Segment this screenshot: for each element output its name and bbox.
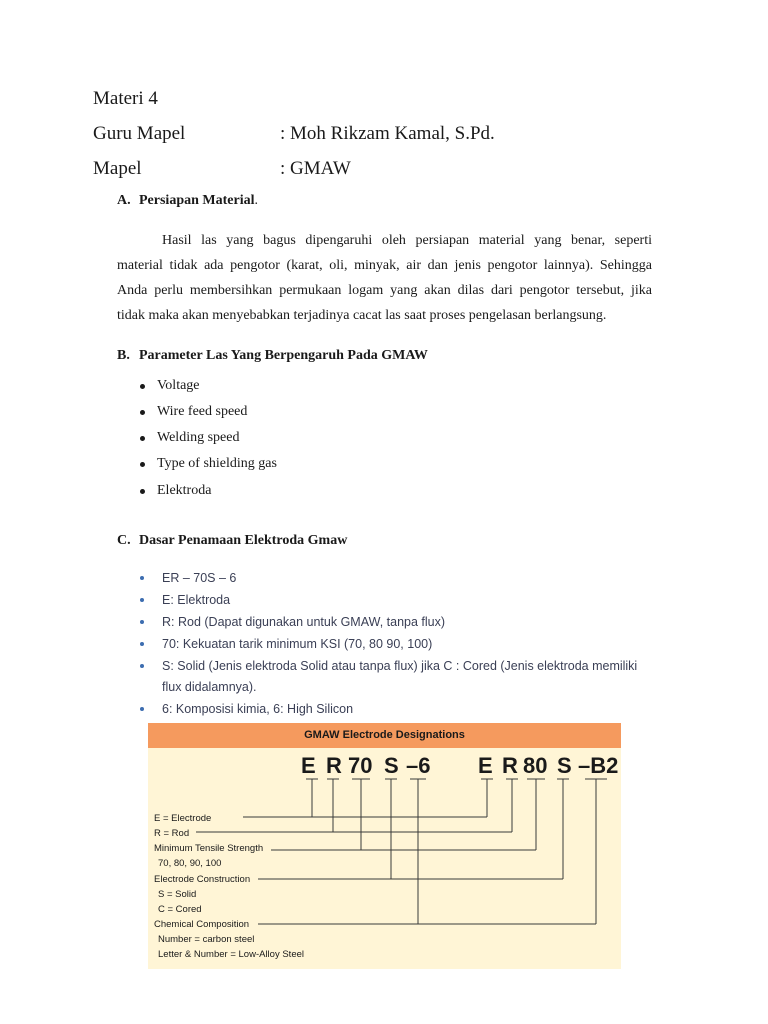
bullet-icon (140, 462, 145, 467)
code1-construction: S (384, 753, 399, 778)
connector-construction (258, 779, 563, 879)
paragraph-line: tidak maka akan menyebabkan terjadinya cacat las saat proses pengelasan berlangsung. (117, 308, 607, 323)
bullet-icon (140, 489, 145, 494)
code1-composition: –6 (406, 753, 431, 778)
section-b-letter: B. (117, 348, 130, 363)
material-number: Materi 4 (93, 88, 158, 109)
bullet-icon (140, 576, 144, 580)
bullet-icon (140, 620, 144, 624)
section-c-title: Dasar Penamaan Elektroda Gmaw (139, 533, 348, 548)
code2-strength: 80 (523, 753, 548, 778)
code1-e: E (301, 753, 316, 778)
label-tensile-strength: Minimum Tensile Strength (154, 843, 264, 854)
label-carbon-steel: Number = carbon steel (158, 934, 255, 945)
section-c-heading (117, 533, 347, 549)
connector-strength (271, 779, 536, 850)
connector-rod (196, 779, 512, 832)
label-cored: C = Cored (158, 904, 202, 915)
section-c-letter: C. (117, 533, 131, 548)
label-low-alloy-steel: Letter & Number = Low-Alloy Steel (158, 949, 304, 960)
section-a-heading (117, 193, 258, 209)
subject-value: : GMAW (280, 158, 351, 179)
section-a-letter: A. (117, 193, 131, 208)
section-a-title-suffix: . (254, 193, 258, 208)
bullet-icon (140, 410, 145, 415)
figure-title: GMAW Electrode Designations (148, 723, 621, 748)
label-solid: S = Solid (158, 889, 197, 900)
bullet-icon (140, 664, 144, 668)
paragraph-line: Hasil las yang bagus dipengaruhi oleh persiapan material yang benar, seperti (162, 233, 652, 248)
code2-composition: –B2 (578, 753, 619, 778)
connector-electrode (243, 779, 487, 817)
teacher-label: Guru Mapel (93, 123, 186, 144)
bullet-icon (140, 384, 145, 389)
connector-composition (258, 779, 596, 924)
code1-strength: 70 (348, 753, 373, 778)
gmaw-designation-figure (148, 723, 621, 969)
code1-r: R (326, 753, 342, 778)
section-b-title: Parameter Las Yang Berpengaruh Pada GMAW (139, 348, 428, 363)
paragraph-line: material tidak ada pengotor (karat, oli, minyak, air dan jenis pengotor lainnya). Sehingga (117, 258, 652, 273)
code2-e: E (478, 753, 493, 778)
section-b-heading (117, 348, 428, 364)
label-rod: R = Rod (154, 828, 190, 839)
label-chemical-composition: Chemical Composition (154, 919, 250, 930)
designation-diagram (148, 723, 621, 969)
bullet-icon (140, 642, 144, 646)
teacher-name: : Moh Rikzam Kamal, S.Pd. (280, 123, 495, 144)
code2-r: R (502, 753, 518, 778)
section-a-paragraph (117, 228, 652, 328)
bullet-icon (140, 598, 144, 602)
bullet-icon (140, 436, 145, 441)
label-electrode: E = Electrode (154, 813, 212, 824)
paragraph-line: Anda perlu membersihkan permukaan logam yang akan dilas dari pengotor tersebut, jika (117, 283, 652, 298)
label-strength-values: 70, 80, 90, 100 (158, 858, 222, 869)
document-page: Materi 4 Guru Mapel : Moh Rikzam Kamal, S.Pd. Mapel : GMAW A. Persiapan Material. Hasil las yang bagus dipengaruhi oleh persiapan material yang benar, seperti material tidak ada pengotor (karat, oli, minyak, air dan jenis pengotor lainnya). Sehingga Anda perlu membersihkan permukaan logam yang akan dilas dari pengotor tersebut, jika tidak maka akan menyebabkan terjadinya cacat las saat proses pengelasan berlangsung. B. Parameter Las Yang Berpengaruh Pada GMAW Voltage Wire feed speed Welding speed Type of shielding gas Elektroda C. Dasar Penamaan Elektroda Gmaw ER – 70S – 6 E: Elektroda R: Rod (Dapat digunakan untuk GMAW, tanpa flux) 70: Kekuatan tarik minimum KSI (70, 80 90, 100) S: Solid (Jenis elektroda Solid atau tanpa flux) jika C : Cored (Jenis elektroda memiliki flux didalamnya). 6: Komposisi kimia, 6: High Silicon GMAW Electrode Designations E R 70 S –6 E R 80 S –B2 E = Electrode R = Rod Minimum Tensile Strength 70, 80, 90, 100 Electrode Construction S = Solid C = Cored Chemical Composition Number = carbon steel Letter & Number = Low-Alloy Steel (0, 0, 768, 1024)
subject-label: Mapel (93, 158, 142, 179)
label-construction: Electrode Construction (154, 874, 251, 885)
section-a-title: Persiapan Material (139, 193, 255, 208)
code2-construction: S (557, 753, 572, 778)
bullet-icon (140, 707, 144, 711)
